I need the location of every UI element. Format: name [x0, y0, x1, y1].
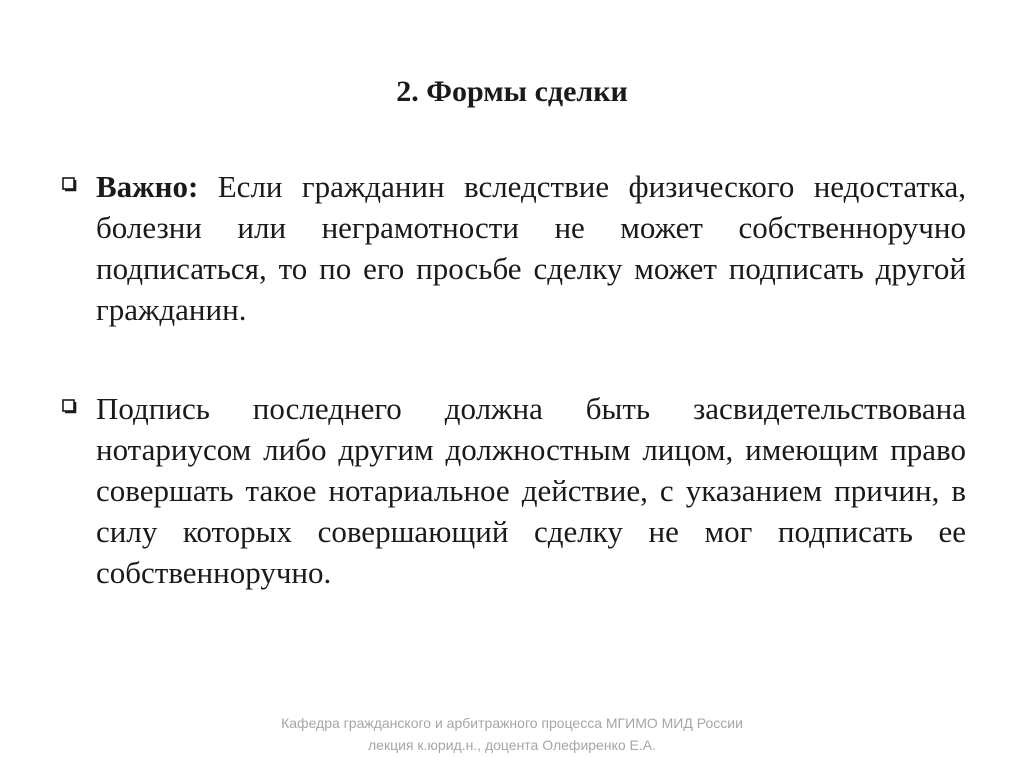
slide-title: 2. Формы сделки: [396, 75, 628, 108]
checkbox-icon: [62, 399, 79, 416]
bullet-text: [96, 388, 966, 593]
bullet-text: [96, 166, 966, 330]
bullet-body: Подпись последнего должна быть засвидетельствована нотариусом либо другим должностным лицом, имеющим право совершать такое нотариальное действие, с указанием причин, в силу которых совершающий сделку не мог подписать ее собственноручно.: [96, 391, 966, 590]
checkbox-icon: [62, 177, 79, 194]
slide-footer: [0, 712, 1024, 756]
footer-department: Кафедра гражданского и арбитражного процесса МГИМО МИД России: [281, 715, 743, 731]
bullet-body: Если гражданин вследствие физического недостатка, болезни или неграмотности не может собственноручно подписаться, то по его просьбе сделку может подписать другой гражданин.: [96, 169, 966, 327]
bullet-item-signature: [62, 388, 966, 593]
bullet-lead: Важно:: [96, 169, 199, 204]
bullet-item-important: [62, 166, 966, 330]
footer-lecturer: лекция к.юрид.н., доцента Олефиренко Е.А.: [368, 737, 656, 753]
